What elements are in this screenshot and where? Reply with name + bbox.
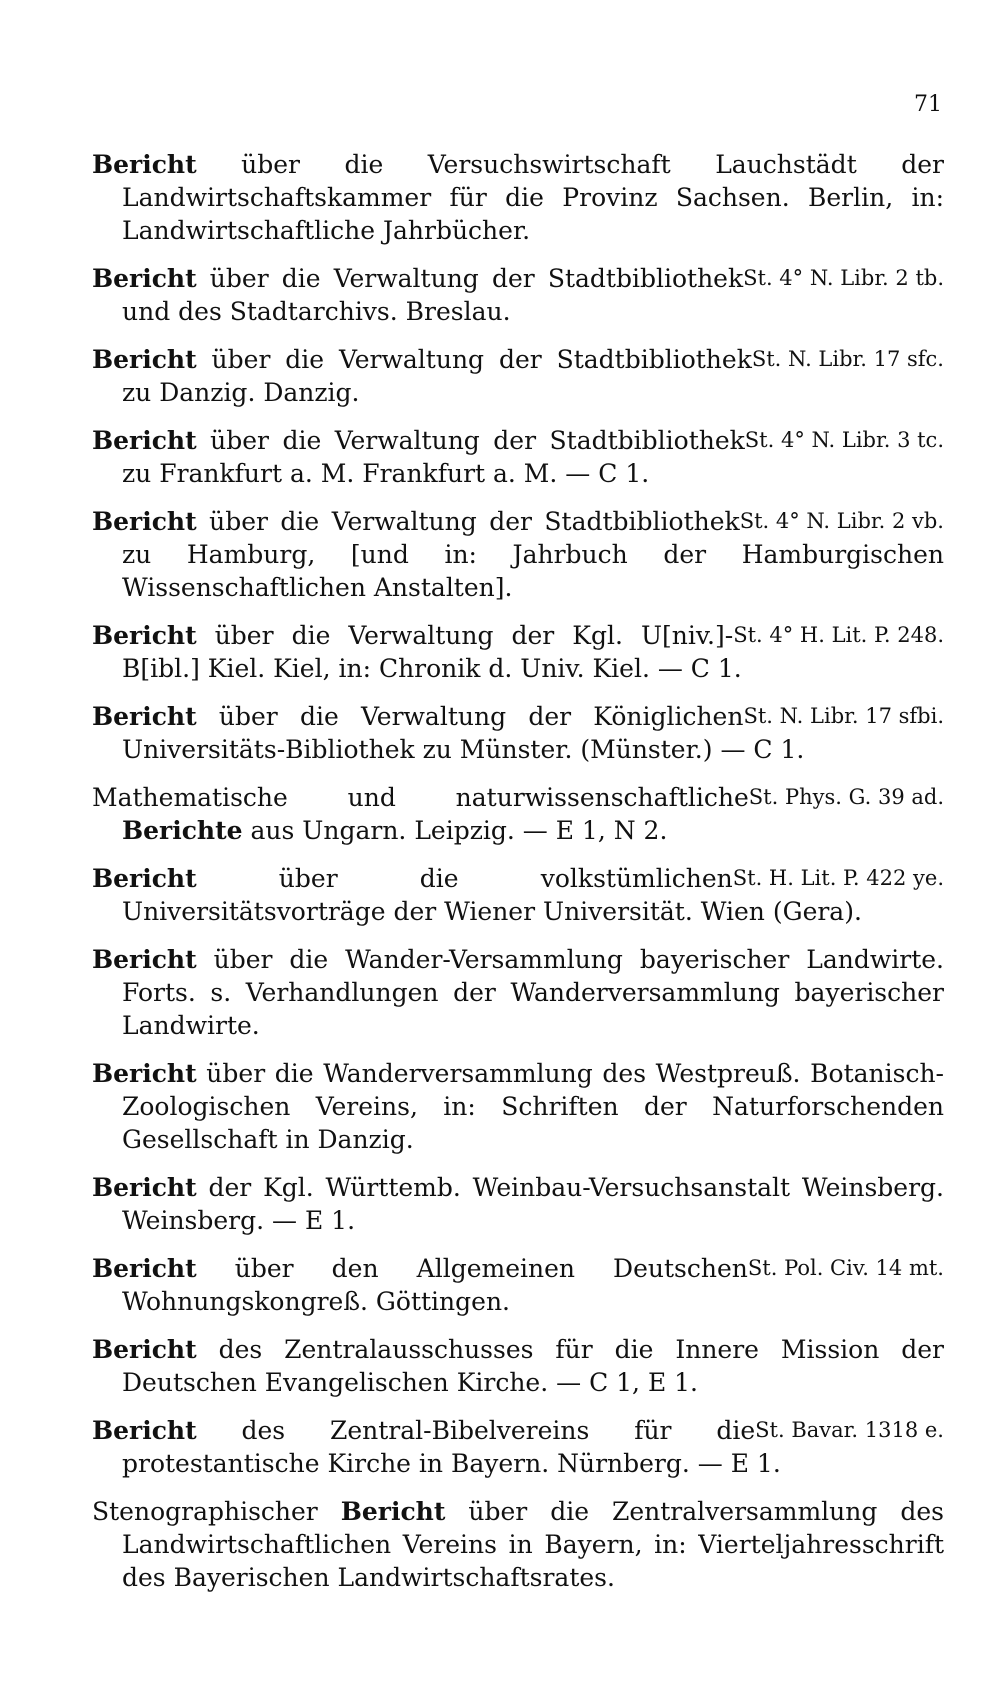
bibliography-entry [92, 1171, 944, 1237]
entry-keyword: Bericht [92, 621, 197, 650]
bibliography-entry [92, 943, 944, 1042]
entry-keyword: Berichte [122, 816, 243, 845]
entry-text: über die Wanderversammlung des Westpreuß. Botanisch-Zoologischen Vereins, in: Schriften der Naturforschenden Gesellschaft in Danzig. [122, 1059, 944, 1154]
bibliography-entry [92, 1057, 944, 1156]
shelf-mark: St. 4° N. Libr. 2 vb. [739, 509, 944, 533]
entry-text: über die volkstümlichen Universitätsvorträge der Wiener Universität. Wien (Gera). [122, 864, 862, 926]
entry-keyword: Bericht [92, 264, 197, 293]
bibliography-entry [92, 262, 944, 328]
entry-keyword: Bericht [92, 1059, 197, 1088]
entry-text: des Zentral-Bibelvereins für die protestantische Kirche in Bayern. Nürnberg. — E 1. [122, 1416, 781, 1478]
bibliography-entry [92, 1414, 944, 1480]
bibliography-entry [92, 505, 944, 604]
entry-text: über die Zentralversammlung des Landwirtschaftlichen Vereins in Bayern, in: Vierteljahresschrift des Bayerischen Landwirtschaftsrates. [122, 1497, 944, 1592]
entry-text: über die Verwaltung der Stadtbibliothek und des Stadtarchivs. Breslau. [122, 264, 744, 326]
bibliography-entry [92, 424, 944, 490]
entry-keyword: Bericht [92, 426, 197, 455]
entry-keyword: Bericht [340, 1497, 446, 1526]
entry-prefix: Mathematische und naturwissenschaftliche [92, 783, 749, 812]
bibliography-entry [92, 1333, 944, 1399]
entry-text: über die Verwaltung der Stadtbibliothek zu Hamburg, [und in: Jahrbuch der Hamburgischen Wissenschaftlichen Anstalten]. [122, 507, 944, 602]
bibliography-entry [92, 148, 944, 247]
bibliography-entry [92, 343, 944, 409]
entry-text: über die Verwaltung der Stadtbibliothek zu Danzig. Danzig. [122, 345, 752, 407]
bibliography-entry [92, 700, 944, 766]
entry-text: aus Ungarn. Leipzig. — E 1, N 2. [242, 816, 668, 845]
bibliography-list [92, 148, 944, 1609]
bibliography-entry [92, 619, 944, 685]
shelf-mark: St. H. Lit. P. 422 ye. [732, 866, 944, 890]
shelf-mark: St. 4° N. Libr. 2 tb. [743, 266, 944, 290]
shelf-mark: St. Bavar. 1318 e. [755, 1418, 944, 1442]
shelf-mark: St. Pol. Civ. 14 mt. [747, 1256, 944, 1280]
entry-keyword: Bericht [92, 864, 197, 893]
entry-keyword: Bericht [92, 1173, 197, 1202]
entry-keyword: Bericht [92, 150, 197, 179]
entry-text: über die Versuchswirtschaft Lauchstädt der Landwirtschaftskammer für die Provinz Sachsen. Berlin, in: Landwirtschaftliche Jahrbücher. [122, 150, 944, 245]
shelf-mark: St. 4° N. Libr. 3 tc. [744, 428, 944, 452]
entry-text: über die Verwaltung der Kgl. U[niv.]-B[ibl.] Kiel. Kiel, in: Chronik d. Univ. Kiel. — C 1. [122, 621, 742, 683]
entry-keyword: Bericht [92, 1254, 197, 1283]
bibliography-entry [92, 1495, 944, 1594]
entry-text: über die Verwaltung der Königlichen Universitäts-Bibliothek zu Münster. (Münster.) — C 1. [122, 702, 805, 764]
entry-keyword: Bericht [92, 702, 197, 731]
entry-text: der Kgl. Württemb. Weinbau-Versuchsanstalt Weinsberg. Weinsberg. — E 1. [122, 1173, 944, 1235]
entry-keyword: Bericht [92, 345, 197, 374]
entry-keyword: Bericht [92, 1335, 197, 1364]
shelf-mark: St. 4° H. Lit. P. 248. [733, 623, 944, 647]
entry-keyword: Bericht [92, 945, 197, 974]
bibliography-entry [92, 862, 944, 928]
bibliography-entry [92, 1252, 944, 1318]
entry-keyword: Bericht [92, 1416, 197, 1445]
entry-text: über die Wander-Versammlung bayerischer Landwirte. Forts. s. Verhandlungen der Wanderversammlung bayerischer Landwirte. [122, 945, 944, 1040]
entry-prefix: Stenographischer [92, 1497, 341, 1526]
bibliography-entry [92, 781, 944, 847]
shelf-mark: St. N. Libr. 17 sfbi. [743, 704, 944, 728]
entry-text: über den Allgemeinen Deutschen Wohnungskongreß. Göttingen. [122, 1254, 748, 1316]
shelf-mark: St. Phys. G. 39 ad. [748, 785, 944, 809]
entry-keyword: Bericht [92, 507, 197, 536]
page-number: 71 [914, 92, 942, 117]
shelf-mark: St. N. Libr. 17 sfc. [751, 347, 944, 371]
entry-text: über die Verwaltung der Stadtbibliothek zu Frankfurt a. M. Frankfurt a. M. — C 1. [122, 426, 745, 488]
entry-text: des Zentralausschusses für die Innere Mission der Deutschen Evangelischen Kirche. — C 1, E 1. [122, 1335, 944, 1397]
